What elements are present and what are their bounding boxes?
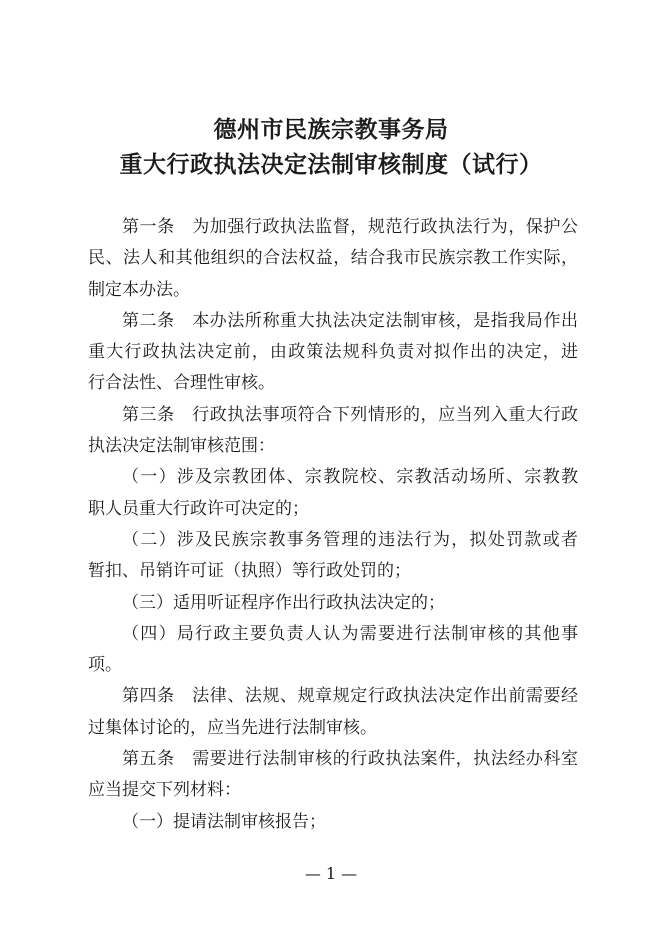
page-number: — 1 — <box>304 864 358 883</box>
paragraph <box>88 306 578 400</box>
paragraph-line: （一）涉及宗教团体、宗教院校、宗教活动场所、宗教教 <box>122 467 578 488</box>
paragraph <box>88 462 578 525</box>
document-body <box>88 212 578 838</box>
paragraph-line: 职人员重大行政许可决定的； <box>88 498 309 519</box>
paragraph-line: 第二条 本办法所称重大执法决定法制审核，是指我局作出 <box>122 310 578 331</box>
paragraph-line: 过集体讨论的，应当先进行法制审核。 <box>88 717 377 738</box>
paragraph <box>88 619 578 682</box>
paragraph <box>88 588 578 619</box>
paragraph <box>88 400 578 463</box>
paragraph-line: （一）提请法制审核报告； <box>122 811 326 832</box>
paragraph-line: 第一条 为加强行政执法监督，规范行政执法行为，保护公 <box>122 217 578 237</box>
paragraph-line: 第五条 需要进行法制审核的行政执法案件，执法经办科室 <box>122 749 578 770</box>
paragraph-line: 第四条 法律、法规、规章规定行政执法决定作出前需要经 <box>122 686 578 707</box>
paragraph <box>88 744 578 807</box>
paragraph-line: （三）适用听证程序作出行政执法决定的； <box>122 592 445 613</box>
paragraph-line: 重大行政执法决定前，由政策法规科负责对拟作出的决定，进 <box>88 342 578 363</box>
paragraph-line: （四）局行政主要负责人认为需要进行法制审核的其他事 <box>122 623 578 644</box>
paragraph-line: 行合法性、合理性审核。 <box>88 373 275 394</box>
paragraph-line: 第三条 行政执法事项符合下列情形的，应当列入重大行政 <box>122 404 578 425</box>
paragraph-line: 应当提交下列材料： <box>88 780 241 801</box>
paragraph <box>88 525 578 588</box>
paragraph-line: 执法决定法制审核范围： <box>88 436 275 457</box>
paragraph-line: （二）涉及民族宗教事务管理的违法行为，拟处罚款或者 <box>122 529 578 550</box>
paragraph-line: 项。 <box>88 655 122 676</box>
title-line-agency: 德州市民族宗教事务局 <box>213 116 449 143</box>
paragraph-line: 制定本办法。 <box>88 279 190 300</box>
title-line-regulation: 重大行政执法决定法制审核制度（试行） <box>119 151 543 178</box>
paragraph <box>88 681 578 744</box>
paragraph-line: 民、法人和其他组织的合法权益，结合我市民族宗教工作实际， <box>88 248 578 269</box>
paragraph <box>88 807 578 838</box>
paragraph <box>88 212 578 306</box>
paragraph-line: 暂扣、吊销许可证（执照）等行政处罚的； <box>88 561 411 582</box>
document-title <box>0 112 662 182</box>
